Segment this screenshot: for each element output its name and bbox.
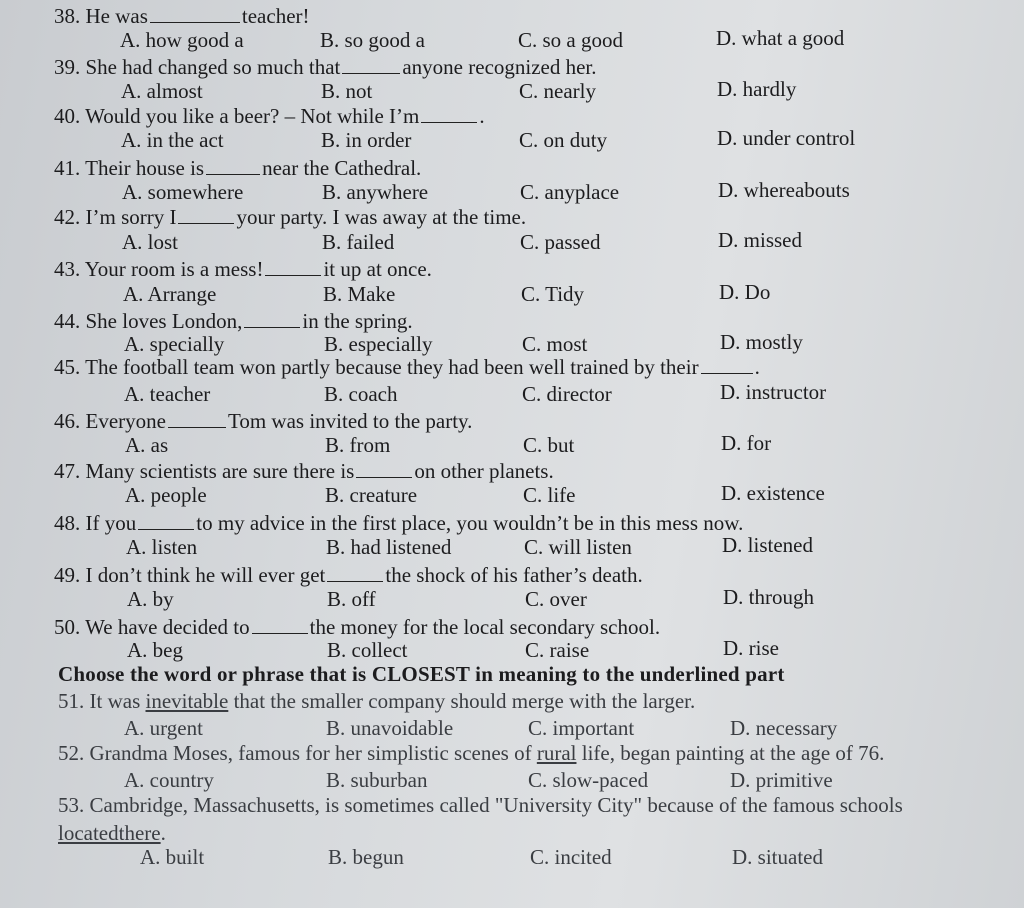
answer-blank[interactable] xyxy=(252,615,308,634)
question-42 xyxy=(54,205,526,229)
option-48-a[interactable]: A. listen xyxy=(126,535,198,559)
question-number: 45. xyxy=(54,355,86,379)
option-39-a[interactable]: A. almost xyxy=(121,79,203,103)
option-51-c[interactable]: C. important xyxy=(528,716,635,740)
option-43-b[interactable]: B. Make xyxy=(323,282,396,306)
question-stem-end: near the Cathedral. xyxy=(262,156,422,180)
option-50-a[interactable]: A. beg xyxy=(127,638,183,662)
option-52-a[interactable]: A. country xyxy=(124,768,214,792)
option-45-d[interactable]: D. instructor xyxy=(720,380,827,404)
question-stem-end: anyone recognized her. xyxy=(402,55,597,79)
option-47-b[interactable]: B. creature xyxy=(325,483,418,507)
underlined-word: rural xyxy=(536,741,577,765)
answer-blank[interactable] xyxy=(327,563,383,582)
question-stem-end: Tom was invited to the party. xyxy=(227,409,473,433)
question-stem-end: that the smaller company should merge with the larger. xyxy=(228,689,696,713)
option-45-b[interactable]: B. coach xyxy=(324,382,398,406)
option-40-d[interactable]: D. under control xyxy=(717,126,856,150)
question-stem-end: the shock of his father’s death. xyxy=(385,563,643,587)
question-number: 39. xyxy=(54,55,86,79)
answer-blank[interactable] xyxy=(356,459,412,478)
question-stem-end: to my advice in the first place, you wouldn’t be in this mess now. xyxy=(196,511,744,535)
option-49-b[interactable]: B. off xyxy=(327,587,376,611)
question-51 xyxy=(58,689,695,713)
option-44-d[interactable]: D. mostly xyxy=(720,330,803,354)
question-number: 52. xyxy=(58,741,90,765)
option-38-b[interactable]: B. so good a xyxy=(320,28,425,52)
question-39 xyxy=(54,55,597,79)
question-stem-end: . xyxy=(160,821,166,845)
question-number: 48. xyxy=(54,511,86,535)
option-45-a[interactable]: A. teacher xyxy=(124,382,211,406)
question-number: 40. xyxy=(54,104,86,128)
option-41-c[interactable]: C. anyplace xyxy=(520,180,620,204)
question-stem: He was xyxy=(85,4,148,28)
question-stem-end: . xyxy=(479,104,485,128)
option-43-c[interactable]: C. Tidy xyxy=(521,282,585,306)
section-instruction: Choose the word or phrase that is CLOSEST in meaning to the underlined part xyxy=(58,662,785,686)
answer-blank[interactable] xyxy=(265,257,321,276)
option-44-c[interactable]: C. most xyxy=(522,332,588,356)
question-number: 49. xyxy=(54,563,86,587)
option-42-c[interactable]: C. passed xyxy=(520,230,601,254)
question-number: 47. xyxy=(54,459,86,483)
option-39-b[interactable]: B. not xyxy=(321,79,373,103)
option-48-b[interactable]: B. had listened xyxy=(326,535,452,559)
option-42-d[interactable]: D. missed xyxy=(718,228,802,252)
option-53-c[interactable]: C. incited xyxy=(530,845,612,869)
question-50 xyxy=(54,615,660,639)
question-49 xyxy=(54,563,643,587)
answer-blank[interactable] xyxy=(244,309,300,328)
question-number: 41. xyxy=(54,156,86,180)
question-52 xyxy=(58,741,884,765)
option-41-d[interactable]: D. whereabouts xyxy=(718,178,850,202)
question-stem: I don’t think he will ever get xyxy=(85,563,326,587)
option-50-b[interactable]: B. collect xyxy=(327,638,408,662)
answer-blank[interactable] xyxy=(138,511,194,530)
answer-blank[interactable] xyxy=(421,104,477,123)
question-45 xyxy=(54,355,760,379)
option-43-a[interactable]: A. Arrange xyxy=(123,282,217,306)
option-41-b[interactable]: B. anywhere xyxy=(322,180,429,204)
option-38-a[interactable]: A. how good a xyxy=(120,28,244,52)
underlined-word: locatedthere xyxy=(58,821,161,845)
question-44 xyxy=(54,309,413,333)
question-stem-end: on other planets. xyxy=(414,459,554,483)
question-stem: Their house is xyxy=(85,156,205,180)
answer-blank[interactable] xyxy=(701,355,753,374)
option-47-c[interactable]: C. life xyxy=(523,483,576,507)
option-52-c[interactable]: C. slow-paced xyxy=(528,768,649,792)
question-number: 38. xyxy=(54,4,86,28)
question-stem-end: life, began painting at the age of 76. xyxy=(576,741,885,765)
option-45-c[interactable]: C. director xyxy=(522,382,612,406)
question-stem: Cambridge, Massachusetts, is sometimes called "University City" because of the famous schools xyxy=(89,793,903,817)
question-stem-end: teacher! xyxy=(241,4,310,28)
option-46-b[interactable]: B. from xyxy=(325,433,391,457)
option-51-b[interactable]: B. unavoidable xyxy=(326,716,454,740)
question-47 xyxy=(54,459,554,483)
option-50-c[interactable]: C. raise xyxy=(525,638,590,662)
underlined-word: inevitable xyxy=(145,689,229,713)
question-40 xyxy=(54,104,485,128)
question-stem: It was xyxy=(89,689,146,713)
option-40-b[interactable]: B. in order xyxy=(321,128,412,152)
option-53-d[interactable]: D. situated xyxy=(732,845,823,869)
option-50-d[interactable]: D. rise xyxy=(723,636,779,660)
question-stem: We have decided to xyxy=(85,615,250,639)
answer-blank[interactable] xyxy=(178,205,234,224)
question-number: 53. xyxy=(58,793,90,817)
question-number: 42. xyxy=(54,205,86,229)
question-number: 43. xyxy=(54,257,85,281)
question-stem: I’m sorry I xyxy=(85,205,177,229)
option-48-c[interactable]: C. will listen xyxy=(524,535,632,559)
question-stem: Would you like a beer? – Not while I’m xyxy=(85,104,420,128)
question-43 xyxy=(54,257,432,281)
question-stem: The football team won partly because they had been well trained by their xyxy=(85,355,699,379)
option-53-a[interactable]: A. built xyxy=(140,845,205,869)
question-48 xyxy=(54,511,743,535)
question-53 xyxy=(58,793,903,817)
question-46 xyxy=(54,409,472,433)
option-41-a[interactable]: A. somewhere xyxy=(122,180,244,204)
option-44-a[interactable]: A. specially xyxy=(124,332,225,356)
question-stem: Everyone xyxy=(85,409,166,433)
option-42-b[interactable]: B. failed xyxy=(322,230,395,254)
question-stem: Many scientists are sure there is xyxy=(85,459,355,483)
option-46-d[interactable]: D. for xyxy=(721,431,772,455)
option-52-d[interactable]: D. primitive xyxy=(730,768,833,792)
option-51-d[interactable]: D. necessary xyxy=(730,716,838,740)
question-stem-end: in the spring. xyxy=(302,309,413,333)
question-number: 50. xyxy=(54,615,86,639)
question-number: 51. xyxy=(58,689,90,713)
option-39-d[interactable]: D. hardly xyxy=(717,77,797,101)
option-46-c[interactable]: C. but xyxy=(523,433,575,457)
option-46-a[interactable]: A. as xyxy=(125,433,169,457)
question-stem: If you xyxy=(85,511,137,535)
option-38-c[interactable]: C. so a good xyxy=(518,28,623,52)
question-stem-end: your party. I was away at the time. xyxy=(236,205,527,229)
question-stem-end: the money for the local secondary school. xyxy=(309,615,661,639)
answer-blank[interactable] xyxy=(206,156,260,175)
question-stem-end: it up at once. xyxy=(323,257,432,281)
option-38-d[interactable]: D. what a good xyxy=(716,26,845,50)
option-53-b[interactable]: B. begun xyxy=(328,845,404,869)
question-stem: She had changed so much that xyxy=(85,55,341,79)
option-44-b[interactable]: B. especially xyxy=(324,332,433,356)
option-39-c[interactable]: C. nearly xyxy=(519,79,596,103)
option-51-a[interactable]: A. urgent xyxy=(124,716,203,740)
option-49-d[interactable]: D. through xyxy=(723,585,814,609)
question-stem: Grandma Moses, famous for her simplistic scenes of xyxy=(89,741,537,765)
answer-blank[interactable] xyxy=(150,4,240,23)
answer-blank[interactable] xyxy=(342,55,400,74)
option-52-b[interactable]: B. suburban xyxy=(326,768,428,792)
option-49-a[interactable]: A. by xyxy=(127,587,174,611)
answer-blank[interactable] xyxy=(168,409,226,428)
question-stem: Your room is a mess! xyxy=(84,257,264,281)
option-40-a[interactable]: A. in the act xyxy=(121,128,224,152)
option-40-c[interactable]: C. on duty xyxy=(519,128,608,152)
option-49-c[interactable]: C. over xyxy=(525,587,587,611)
option-47-d[interactable]: D. existence xyxy=(721,481,825,505)
option-43-d[interactable]: D. Do xyxy=(719,280,771,304)
question-number: 44. xyxy=(54,309,86,333)
question-53-continued xyxy=(58,821,166,845)
option-48-d[interactable]: D. listened xyxy=(722,533,813,557)
question-stem: She loves London, xyxy=(85,309,243,333)
question-41 xyxy=(54,156,421,180)
question-number: 46. xyxy=(54,409,86,433)
option-47-a[interactable]: A. people xyxy=(125,483,207,507)
question-38 xyxy=(54,4,310,28)
question-stem-end: . xyxy=(754,355,760,379)
option-42-a[interactable]: A. lost xyxy=(122,230,179,254)
